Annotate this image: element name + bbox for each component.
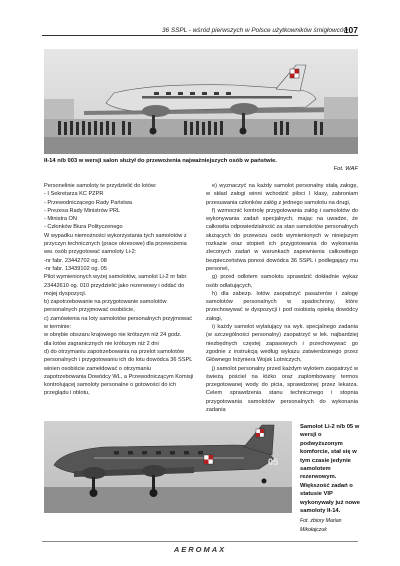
right-paragraph: j) samolot personalny przed każdym wylotem zaopatrzyć w świeżą pościel na łóżko oraz zaplombowany termos przegotowanej wody do picia, sprawdzonej przez lekarza. Celem sprawdzenia stanu technicznego i stopnia przygotowania samolotów personalnych do wykonania zadania [206, 365, 358, 414]
il14-photo [44, 49, 358, 154]
left-paragraph: w obrębie obszaru krajowego nie krótszym niż 24 godz. [44, 332, 182, 339]
page-number: 107 [343, 25, 358, 35]
left-paragraph: d) do otrzymaniu zapotrzebowania na przelot samolotów personalnych i przygotowaniu ich do lotu dowódca 36 SSPL winien osobiście zameldować o otrzymaniu zapotrzebowania Dowódcy WL, a Przewodniczącym Komisji kontrolującej samoloty personalne o gotowości do ich przeglądu i oblotu, [44, 348, 194, 397]
left-paragraph: Pilot wymienionych wyżej samolotów, samolot Li-2 nr fabr. 23442610 og. 010 przydzielić jako rezerwowy i oddać do mojej dyspozycji. [44, 274, 188, 297]
right-paragraph: g) przed odlotem samolotu sprawdzić dokładnie wykaz osób odlatujących, [206, 274, 358, 289]
photo2-caption-block [300, 423, 362, 534]
photo2-source: Fot. zbiory Marian Mikołajczuk [300, 518, 342, 533]
photo1-caption: Ił-14 n/b 003 w wersji salon służył do przewożenia najważniejszych osób w państwie. [44, 158, 277, 164]
left-paragraph: dla lotów zagranicznych nie krótszym niż 2 dni [44, 340, 159, 347]
plane-marking: 05 [268, 457, 279, 467]
photo2-caption: Samolot Li-2 n/b 05 w wersji o podwyższonym komforcie, stał się w tym czasie jedynie samolotem rezerwowym. Większość zadań o statusie VIP wykonywały już nowe samoloty Ił-14. [300, 424, 360, 515]
right-paragraph: h) dla zabezp. lotów zaopatrzyć pasażerów i załogę samolotów personalnych w spadochrony, które przechowywać w dyspozycji i pod osobistą opieką dowódcy załogi, [206, 290, 358, 322]
page-header [0, 0, 400, 34]
li2-photo [44, 421, 292, 513]
il14-photo-image [44, 49, 358, 154]
left-paragraph: Personelinie samoloty te przydzielić do lotów: [44, 183, 157, 189]
li2-photo-image [44, 421, 292, 513]
publisher-logo: AEROMAX [173, 545, 227, 554]
left-paragraph: c) zamówienia na loty samolotów personalnych przyjmować w terminie: [44, 315, 192, 331]
running-title: 36 SSPL - wśród pierwszych w Polsce użytkowników śmigłowców [162, 27, 348, 34]
right-column [206, 182, 358, 414]
photo1-caption-block [44, 158, 358, 172]
left-paragraph: - I Sekretarza KC PZPR [44, 191, 104, 198]
left-column [44, 182, 194, 398]
right-paragraph: f) wzmocnić kontrolę przygotowania załóg i samolotów do wykonywania zadań specjalnych, mając na uwadze, że całkowita odpowiedzialność za stan samolotów personalnych służących do przewozu osób wymienionych w niniejszym rozkazie oraz stopień ich przygotowania do wykonania zleconych zadań w warunkach zapewnienia całkowitego bezpieczeństwa ponosi dowódca 36 SSPL i podlegający mu personel, [206, 207, 358, 272]
right-paragraph: i) każdy samolot wylatujący na wyk. specjalnego zadania (w szczególności personalny) zaopatrzyć w lek. najbardziej niezbędnych częstej zapasowych i przechowywać go zgodnie z instrukcją według wykazu zatwierdzonego przez Głównego Inżyniera Wojsk Lotniczych, [206, 324, 358, 364]
footer-rule [42, 541, 358, 542]
left-paragraph: - Prezesa Rady Ministrów PRL [44, 207, 121, 214]
left-paragraph: - Przewodniczącego Rady Państwa [44, 199, 132, 206]
left-paragraph: - Członków Biura Polityczenego [44, 224, 123, 231]
photo1-source: Fot. WAF [333, 166, 358, 172]
right-paragraph: e) wyznaczyć na każdy samolot personalny stałą załogę, w skład załogi winni wchodzić piloci I klasy, zabroniam przesuwania członków załóg z jednego samolotu na drugi, [206, 183, 358, 206]
left-paragraph: -nr fabr. 13439102 og. 05 [44, 265, 107, 272]
left-paragraph: b) zapotrzebowanie na przygotowanie samolotów personalnych przyjmować osobiście, [44, 299, 167, 314]
left-paragraph: -nr fabr. 23442702 og. 08 [44, 257, 107, 264]
left-paragraph: W wypadku niemożności wykorzystania tych samolotów z przyczyn technicznych (prace okresowe) dla przewożenia ww. osób przygotować samoloty Li-2: [44, 232, 187, 256]
header-rule [42, 35, 358, 36]
left-paragraph: - Ministra ON [44, 216, 77, 223]
